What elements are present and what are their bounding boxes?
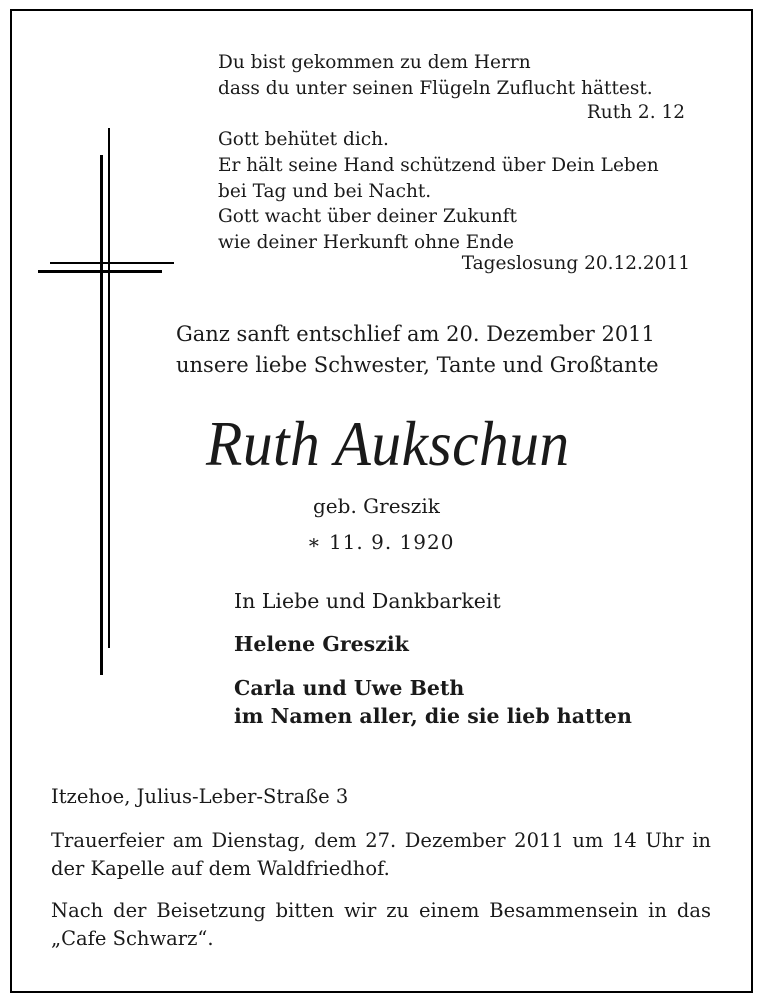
mourner-name: Carla und Uwe Beth: [234, 676, 465, 700]
verse-line: Er hält seine Hand schützend über Dein Leben: [218, 154, 659, 176]
funeral-info: Trauerfeier am Dienstag, dem 27. Dezember 2011 um 14 Uhr in der Kapelle auf dem Waldfriedhof.: [51, 829, 711, 880]
verse-block: [218, 50, 659, 256]
address: Itzehoe, Julius-Leber-Straße 3: [51, 785, 349, 808]
birth-date: ∗ 11. 9. 1920: [307, 530, 455, 554]
intro-text: [176, 319, 659, 381]
mourner-group: [234, 674, 632, 730]
intro-line: Ganz sanft entschlief am 20. Dezember 2011: [176, 322, 655, 346]
verse-source-2: Tageslosung 20.12.2011: [461, 253, 690, 274]
verse-line: dass du unter seinen Flügeln Zuflucht hättest.: [218, 77, 653, 99]
birth-name: geb. Greszik: [313, 494, 440, 518]
verse-line: Gott behütet dich.: [218, 129, 389, 151]
verse-line: Du bist gekommen zu dem Herrn: [218, 52, 531, 73]
gathering-info: Nach der Beisetzung bitten wir zu einem Besammensein in das „Cafe Schwarz“.: [51, 899, 711, 950]
verse-line: wie deiner Herkunft ohne Ende: [218, 231, 515, 253]
verse-line: bei Tag und bei Nacht.: [218, 180, 432, 202]
verse-source-1: Ruth 2. 12: [586, 102, 685, 123]
mourner-note: im Namen aller, die sie lieb hatten: [234, 704, 632, 728]
mourner-name: Helene Greszik: [234, 632, 409, 656]
deceased-name: Ruth Aukschun: [206, 408, 570, 479]
verse-line: Gott wacht über deiner Zukunft: [218, 206, 517, 228]
intro-line: unsere liebe Schwester, Tante und Großtante: [176, 353, 659, 377]
thanks-line: In Liebe und Dankbarkeit: [234, 589, 501, 613]
